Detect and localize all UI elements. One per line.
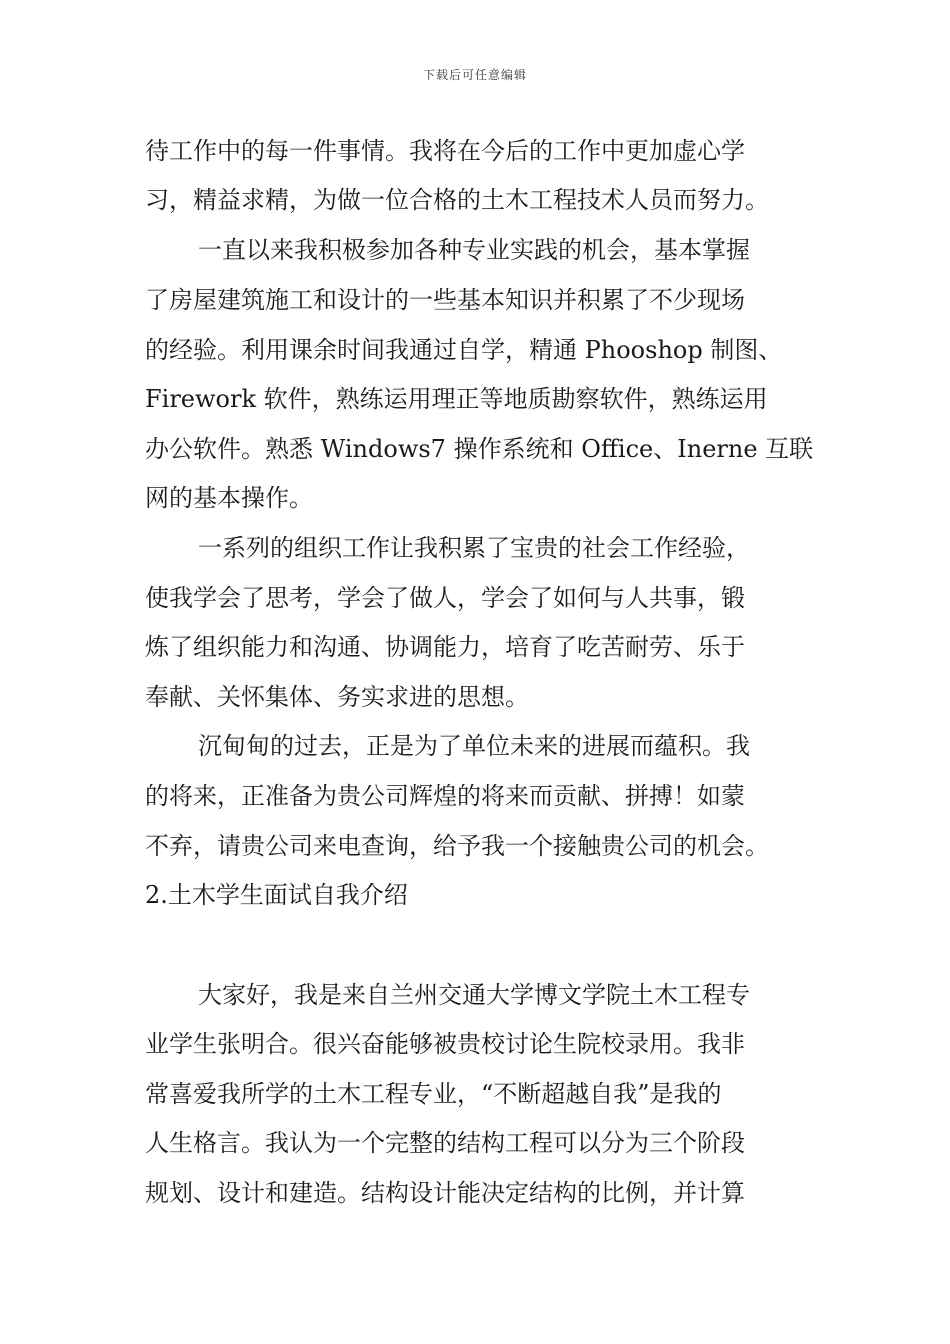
paragraph-line: 不弃，请贵公司来电查询，给予我一个接触贵公司的机会。 — [145, 832, 769, 860]
paragraph-line: 常喜爱我所学的土木工程专业，“不断超越自我”是我的 — [145, 1080, 722, 1108]
paragraph-line: 业学生张明合。很兴奋能够被贵校讨论生院校录用。我非 — [145, 1030, 745, 1058]
header-note: 下载后可任意编辑 — [422, 68, 527, 82]
paragraph-line: 的将来，正准备为贵公司辉煌的将来而贡献、拼搏！如蒙 — [145, 782, 745, 810]
paragraph-line: 奉献、关怀集体、务实求进的思想。 — [145, 683, 529, 711]
paragraph-line: 炼了组织能力和沟通、协调能力，培育了吃苦耐劳、乐于 — [145, 633, 745, 661]
paragraph-line: 待工作中的每一件事情。我将在今后的工作中更加虚心学 — [145, 137, 745, 165]
paragraph-line: 人生格言。我认为一个完整的结构工程可以分为三个阶段 — [145, 1129, 745, 1157]
paragraph-line: 沉甸甸的过去，正是为了单位未来的进展而蕴积。我 — [198, 732, 750, 760]
paragraph-line: 办公软件。熟悉 Windows7 操作系统和 Office、Inerne 互联 — [145, 435, 814, 463]
paragraph-line: 网的基本操作。 — [145, 484, 313, 512]
paragraph-line: 使我学会了思考，学会了做人，学会了如何与人共事，锻 — [145, 584, 745, 612]
paragraph-line: 大家好，我是来自兰州交通大学博文学院土木工程专 — [198, 981, 750, 1009]
paragraph-line: 了房屋建筑施工和设计的一些基本知识并积累了不少现场 — [145, 286, 745, 314]
paragraph-line: 一直以来我积极参加各种专业实践的机会，基本掌握 — [198, 236, 750, 264]
paragraph-line: Firework 软件，熟练运用理正等地质勘察软件，熟练运用 — [145, 385, 768, 413]
paragraph-line: 一系列的组织工作让我积累了宝贵的社会工作经验， — [198, 534, 750, 562]
paragraph-line: 规划、设计和建造。结构设计能决定结构的比例，并计算 — [145, 1179, 745, 1207]
paragraph-line: 习，精益求精，为做一位合格的土木工程技术人员而努力。 — [145, 186, 769, 214]
paragraph-line: 的经验。利用课余时间我通过自学，精通 Phooshop 制图、 — [145, 336, 783, 364]
section-heading: 2.土木学生面试自我介绍 — [145, 881, 408, 909]
